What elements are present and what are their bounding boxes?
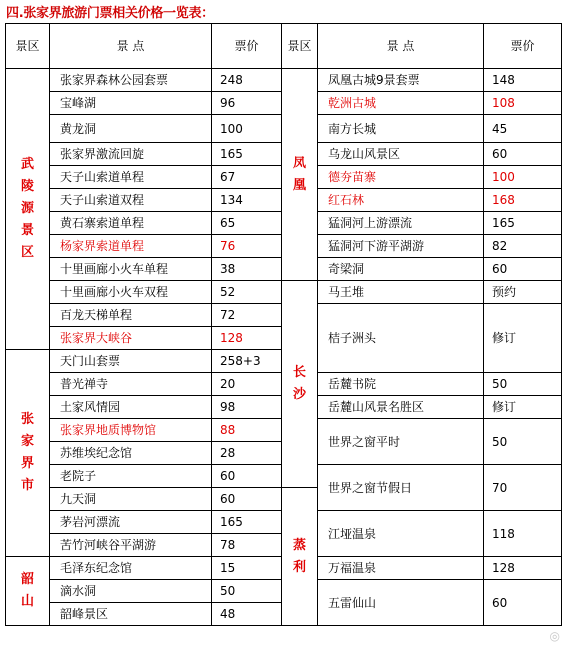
spot-price: 88 [212, 419, 282, 442]
spot-name: 天子山索道单程 [50, 166, 212, 189]
spot-price: 108 [484, 92, 562, 115]
spot-price: 50 [484, 373, 562, 396]
spot-price: 15 [212, 557, 282, 580]
spot-name: 滴水洞 [50, 580, 212, 603]
spot-name: 天子山索道双程 [50, 189, 212, 212]
table-row [6, 69, 562, 92]
spot-name: 土家风情园 [50, 396, 212, 419]
spot-price: 98 [212, 396, 282, 419]
region-cell-yanli: 蒸 利 [282, 488, 318, 626]
watermark: ◎ [549, 629, 560, 643]
spot-price: 67 [212, 166, 282, 189]
spot-price: 78 [212, 534, 282, 557]
spot-name: 万福温泉 [318, 557, 484, 580]
spot-name: 红石林 [318, 189, 484, 212]
header-region-left: 景区 [6, 24, 50, 69]
spot-name: 九天洞 [50, 488, 212, 511]
spot-name: 猛洞河下游平湖游 [318, 235, 484, 258]
spot-name: 百龙天梯单程 [50, 304, 212, 327]
spot-name: 韶峰景区 [50, 603, 212, 626]
spot-name: 岳麓书院 [318, 373, 484, 396]
spot-name: 宝峰湖 [50, 92, 212, 115]
spot-price: 修订 [484, 304, 562, 373]
spot-name: 老院子 [50, 465, 212, 488]
spot-name: 张家界激流回旋 [50, 143, 212, 166]
spot-name: 乌龙山风景区 [318, 143, 484, 166]
spot-price: 60 [484, 258, 562, 281]
spot-name: 桔子洲头 [318, 304, 484, 373]
spot-price: 100 [212, 115, 282, 143]
spot-name: 十里画廊小火车单程 [50, 258, 212, 281]
table-header-row [6, 24, 562, 69]
header-region-right: 景区 [282, 24, 318, 69]
spot-price: 134 [212, 189, 282, 212]
spot-price: 248 [212, 69, 282, 92]
spot-price: 38 [212, 258, 282, 281]
spot-price: 60 [212, 465, 282, 488]
spot-price: 128 [484, 557, 562, 580]
spot-price: 118 [484, 511, 562, 557]
table-row [6, 281, 562, 304]
header-price-right: 票价 [484, 24, 562, 69]
spot-price: 50 [484, 419, 562, 465]
region-cell-changsha: 长 沙 [282, 281, 318, 488]
page-title: 四.张家界旅游门票相关价格一览表： [6, 6, 214, 21]
spot-price: 72 [212, 304, 282, 327]
spot-price: 165 [484, 212, 562, 235]
header-spot-left: 景 点 [50, 24, 212, 69]
spot-price: 52 [212, 281, 282, 304]
spot-name: 乾洲古城 [318, 92, 484, 115]
spot-name: 张家界地质博物馆 [50, 419, 212, 442]
spot-name: 江垭温泉 [318, 511, 484, 557]
spot-name: 十里画廊小火车双程 [50, 281, 212, 304]
spot-name: 德夯苗寨 [318, 166, 484, 189]
spot-price: 60 [484, 580, 562, 626]
spot-name: 张家界大峡谷 [50, 327, 212, 350]
spot-price: 82 [484, 235, 562, 258]
spot-name: 张家界森林公园套票 [50, 69, 212, 92]
spot-price: 48 [212, 603, 282, 626]
spot-name: 黄石寨索道单程 [50, 212, 212, 235]
spot-name: 世界之窗平时 [318, 419, 484, 465]
spot-price: 20 [212, 373, 282, 396]
spot-name: 普光禅寺 [50, 373, 212, 396]
spot-price: 修订 [484, 396, 562, 419]
spot-name: 猛洞河上游漂流 [318, 212, 484, 235]
spot-price: 148 [484, 69, 562, 92]
region-cell-wulingyuan: 武 陵 源 景 区 [6, 69, 50, 350]
spot-price: 165 [212, 143, 282, 166]
spot-price: 258+3 [212, 350, 282, 373]
spot-name: 天门山套票 [50, 350, 212, 373]
spot-name: 黄龙洞 [50, 115, 212, 143]
header-price-left: 票价 [212, 24, 282, 69]
spot-name: 苏维埃纪念馆 [50, 442, 212, 465]
spot-price: 60 [212, 488, 282, 511]
region-cell-shaoshan: 韶 山 [6, 557, 50, 626]
spot-name: 凤凰古城9景套票 [318, 69, 484, 92]
spot-price: 28 [212, 442, 282, 465]
spot-price: 70 [484, 465, 562, 511]
ticket-price-table [5, 23, 562, 626]
spot-price: 65 [212, 212, 282, 235]
spot-price: 45 [484, 115, 562, 143]
spot-price: 60 [484, 143, 562, 166]
spot-price: 76 [212, 235, 282, 258]
spot-name: 毛泽东纪念馆 [50, 557, 212, 580]
spot-name: 南方长城 [318, 115, 484, 143]
spot-price: 50 [212, 580, 282, 603]
spot-name: 茅岩河漂流 [50, 511, 212, 534]
region-cell-fenghuang: 凤 凰 [282, 69, 318, 281]
spot-name: 世界之窗节假日 [318, 465, 484, 511]
spot-price: 96 [212, 92, 282, 115]
spot-name: 马王堆 [318, 281, 484, 304]
spot-name: 杨家界索道单程 [50, 235, 212, 258]
spot-name: 岳麓山风景名胜区 [318, 396, 484, 419]
spot-price: 165 [212, 511, 282, 534]
spot-price: 168 [484, 189, 562, 212]
region-cell-zhangjiajie-city: 张 家 界 市 [6, 350, 50, 557]
spot-price: 128 [212, 327, 282, 350]
header-spot-right: 景 点 [318, 24, 484, 69]
spot-price: 预约 [484, 281, 562, 304]
spot-price: 100 [484, 166, 562, 189]
spot-name: 五雷仙山 [318, 580, 484, 626]
spot-name: 苦竹河峡谷平湖游 [50, 534, 212, 557]
spot-name: 奇梁洞 [318, 258, 484, 281]
